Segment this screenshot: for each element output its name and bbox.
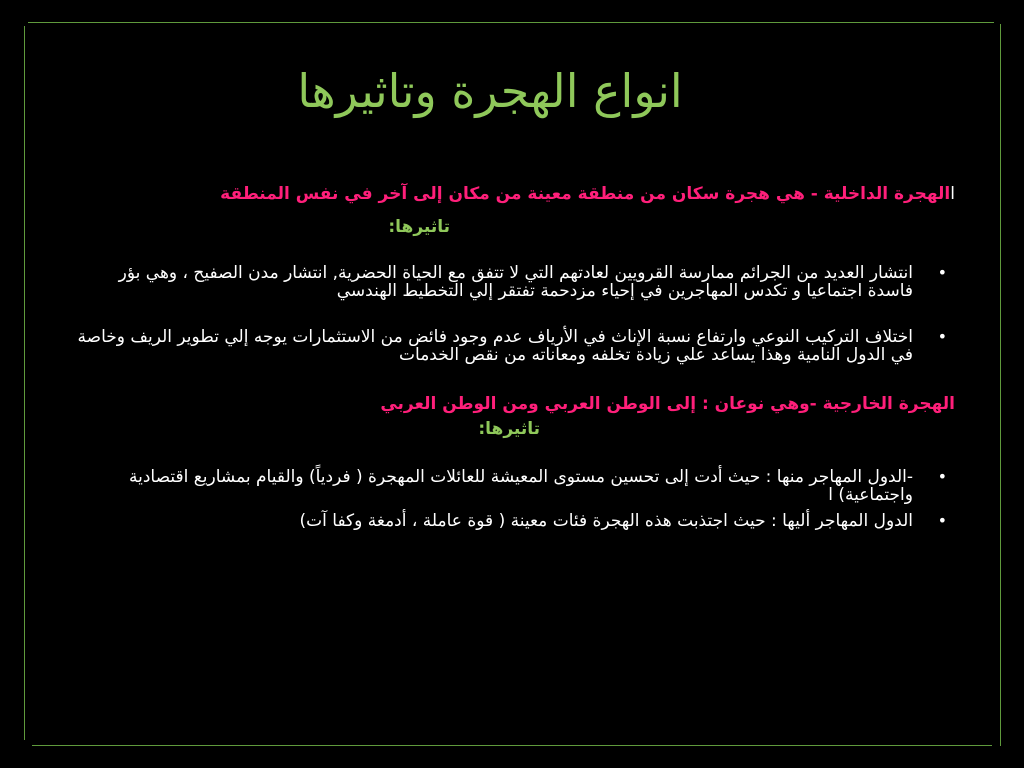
internal-effect-text: انتشار العديد من الجرائم ممارسة القرويين لعادتهم التي لا تتفق مع الحياة الحضرية, انتشار مدن الصفيح ، وهي بؤر فاسدة اجتماعيا و تكدس المهاجرين في إحياء مزدحمة تفتقر إلي التخطيط الهندسي: [118, 263, 913, 301]
external-effect-text: -الدول المهاجر منها : حيث أدت إلى تحسين مستوى المعيشة للعائلات المهجرة ( فردياً) والقيام بمشاريع اقتصادية واجتماعية) ا: [129, 467, 913, 505]
internal-effect-text: اختلاف التركيب النوعي وارتفاع نسبة الإناث في الأرياف عدم وجود فائض من الاستثمارات يوجه إلي تطوير الريف وخاصة في الدول النامية وهذا يساعد علي زيادة تخلفه ومعاناته من نقص الخدمات: [77, 327, 913, 365]
bullet-dot: •: [937, 327, 947, 346]
external-migration-heading: الهجرة الخارجية -وهي نوعان : إلى الوطن العربي ومن الوطن العربي: [380, 394, 955, 414]
frame-right-line: [1000, 24, 1001, 746]
slide-title: انواع الهجرة وتاثيرها: [297, 64, 683, 118]
bullet-dot: •: [937, 467, 947, 486]
internal-effect-item: [70, 264, 955, 300]
internal-migration-heading: [70, 184, 955, 205]
internal-effects-label: تاثيرها:: [388, 217, 450, 237]
bullet-dot: •: [937, 263, 947, 282]
frame-left-line: [24, 26, 25, 740]
external-effect-text: الدول المهاجر أليها : حيث اجتذبت هذه الهجرة فئات معينة ( قوة عاملة ، أدمغة وكفا آت): [299, 511, 913, 531]
slide-content: [70, 184, 955, 530]
frame-top-line: [28, 22, 994, 23]
external-effect-item: [70, 512, 955, 530]
bullet-dot: •: [937, 511, 947, 530]
external-effects-label: تاثيرها:: [478, 419, 540, 439]
internal-effect-item: [70, 328, 955, 364]
heading-lead-mark: ا: [950, 184, 955, 204]
frame-bottom-line: [32, 745, 992, 746]
internal-migration-heading-text: الهجرة الداخلية - هي هجرة سكان من منطقة معينة من مكان إلى آخر في نفس المنطقة: [220, 184, 951, 204]
external-effect-item: [70, 468, 955, 504]
